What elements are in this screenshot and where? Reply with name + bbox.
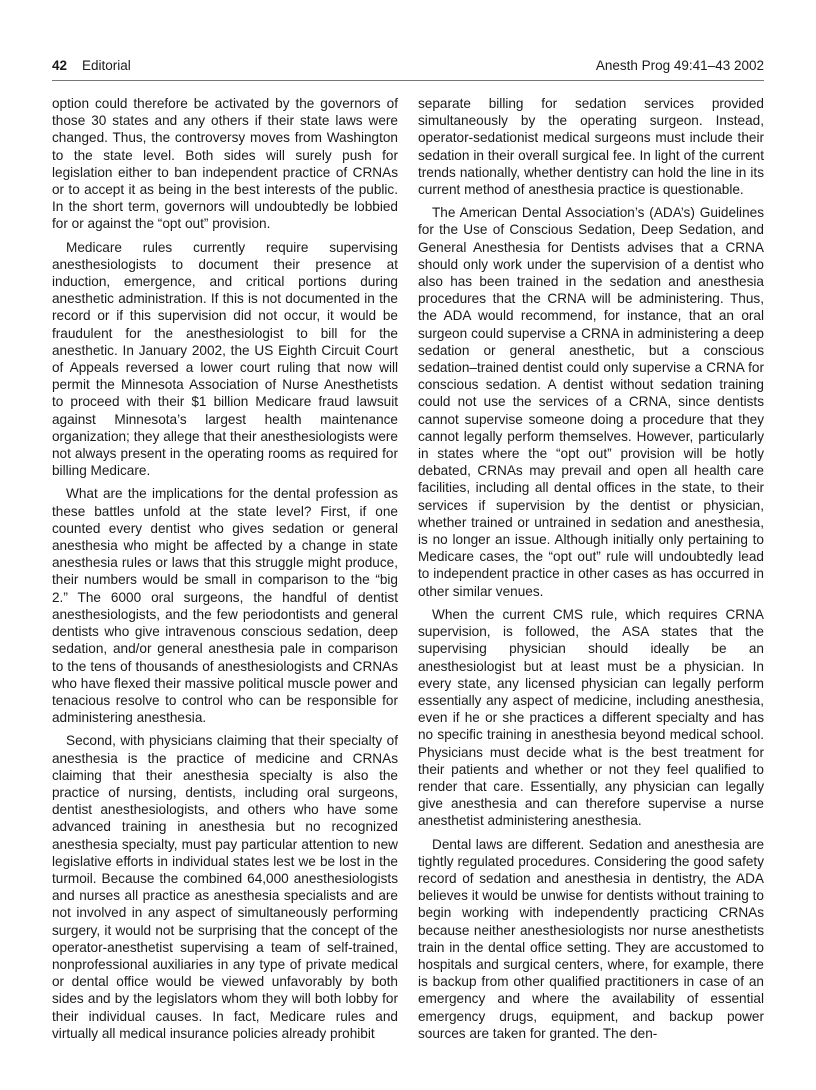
- page-number: 42: [52, 58, 68, 73]
- running-header: [52, 58, 764, 78]
- paragraph: separate billing for sedation services provided simultaneously by the operating surgeon. Instead, operator-sedationist medical surgeons must include their sedation in their overall surgical fee. In light of the current trends nationally, whether dentistry can hold the line in its current method of anesthesia practice is questionable.: [418, 96, 764, 198]
- journal-citation: Anesth Prog 49:41–43 2002: [595, 58, 764, 73]
- paragraph: When the current CMS rule, which requires CRNA supervision, is followed, the ASA states that the supervising physician should ideally be an anesthesiologist but at least must be a physician. In every state, any licensed physician can legally perform essentially any aspect of medicine, including anesthesia, even if he or she practices a different specialty and has no specific training in anesthesia beyond medical school. Physicians must decide what is the best treatment for their patients and whether or not they feel qualified to render that care. Essentially, any physician can legally give anesthesia and can therefore supervise a nurse anesthetist administering anesthesia.: [418, 606, 764, 829]
- article-body: [52, 95, 764, 1048]
- paragraph: Medicare rules currently require supervising anesthesiologists to document their presence at induction, emergence, and critical portions during anesthetic administration. If this is not documented in the record or if this supervision did not occur, it would be fraudulent for the anesthesiologist to bill for the anesthetic. In January 2002, the US Eighth Circuit Court of Appeals reversed a lower court ruling that now will permit the Minnesota Association of Nurse Anesthetists to proceed with their $1 billion Medicare fraud lawsuit against Minnesota’s largest health maintenance organization; they allege that their anesthesiologists were not always present in the operating rooms as required for billing Medicare.: [52, 239, 398, 479]
- paragraph: What are the implications for the dental profession as these battles unfold at the state level? First, if one counted every dentist who gives sedation or general anesthesia who might be affected by a change in state anesthesia rules or laws that this struggle might produce, their numbers would be small in comparison to the “big 2.” The 6000 oral surgeons, the handful of dentist anesthesiologists, and the few periodontists and general dentists who give intravenous conscious sedation, deep sedation, and/or general anesthesia pale in comparison to the tens of thousands of anesthesiologists and CRNAs who have flexed their massive political muscle power and tenacious resolve to control who can be responsible for administering anesthesia.: [52, 486, 398, 726]
- paragraph: option could therefore be activated by the governors of those 30 states and any others if their state laws were changed. Thus, the controversy moves from Washington to the state level. Both sides will surely push for legislation either to ban independent practice of CRNAs or to accept it as being in the best interests of the public. In the short term, governors will undoubtedly be lobbied for or against the “opt out” provision.: [52, 96, 398, 232]
- paragraph: Second, with physicians claiming that their specialty of anesthesia is the practice of medicine and CRNAs claiming that their anesthesia specialty is also the practice of nursing, dentists, including oral surgeons, dentist anesthesiologists, and others who have some advanced training in anesthesia but no recognized anesthesia specialty, must pay particular attention to new legislative efforts in individual states lest we be lost in the turmoil. Because the combined 64,000 anesthesiologists and nurses all practice as anesthesia specialists and are not involved in any aspect of simultaneously performing surgery, it would not be surprising that the concept of the operator-anesthetist supervising a team of self-trained, nonprofessional auxiliaries in any type of private medical or dental office would be viewed unfavorably by both sides and by the legislators whom they will both lobby for their individual causes. In fact, Medicare rules and virtually all medical insurance policies already prohibit: [52, 733, 398, 1041]
- paragraph: Dental laws are different. Sedation and anesthesia are tightly regulated procedures. Considering the good safety record of sedation and anesthesia in dentistry, the ADA believes it would be unwise for dentists without training to begin working with independently practicing CRNAs because neither anesthesiologists nor nurse anesthetists train in the dental office setting. They are accustomed to hospitals and surgical centers, where, for example, there is backup from other qualified practitioners in case of an emergency and where the availability of essential emergency drugs, equipment, and backup power sources are taken for granted. The den-: [418, 836, 764, 1041]
- right-column: [418, 95, 764, 1048]
- section-label: Editorial: [82, 58, 131, 73]
- header-rule: [52, 80, 764, 81]
- left-column: [52, 95, 398, 1048]
- paragraph: The American Dental Association’s (ADA’s) Guidelines for the Use of Conscious Sedation, Deep Sedation, and General Anesthesia for Dentists advises that a CRNA should only work under the supervision of a dentist who also has been trained in the sedation and anesthesia procedures that the CRNA will be administering. Thus, the ADA would recommend, for instance, that an oral surgeon could supervise a CRNA in administering a deep sedation or general anesthetic, but a conscious sedation–trained dentist could only supervise a CRNA for conscious sedation. A dentist without sedation training could not use the services of a CRNA, since dentists cannot supervise someone doing a procedure that they cannot legally perform themselves. However, particularly in states where the “opt out” provision will be hotly debated, CRNAs may prevail and open all health care facilities, including all dental offices in the state, to their services if supervision by the dentist or physician, whether trained or untrained in sedation and anesthesia, is no longer an issue. Although initially only pertaining to Medicare cases, the “opt out” rule will undoubtedly lead to independent practice in other cases as has occurred in other similar venues.: [418, 205, 764, 599]
